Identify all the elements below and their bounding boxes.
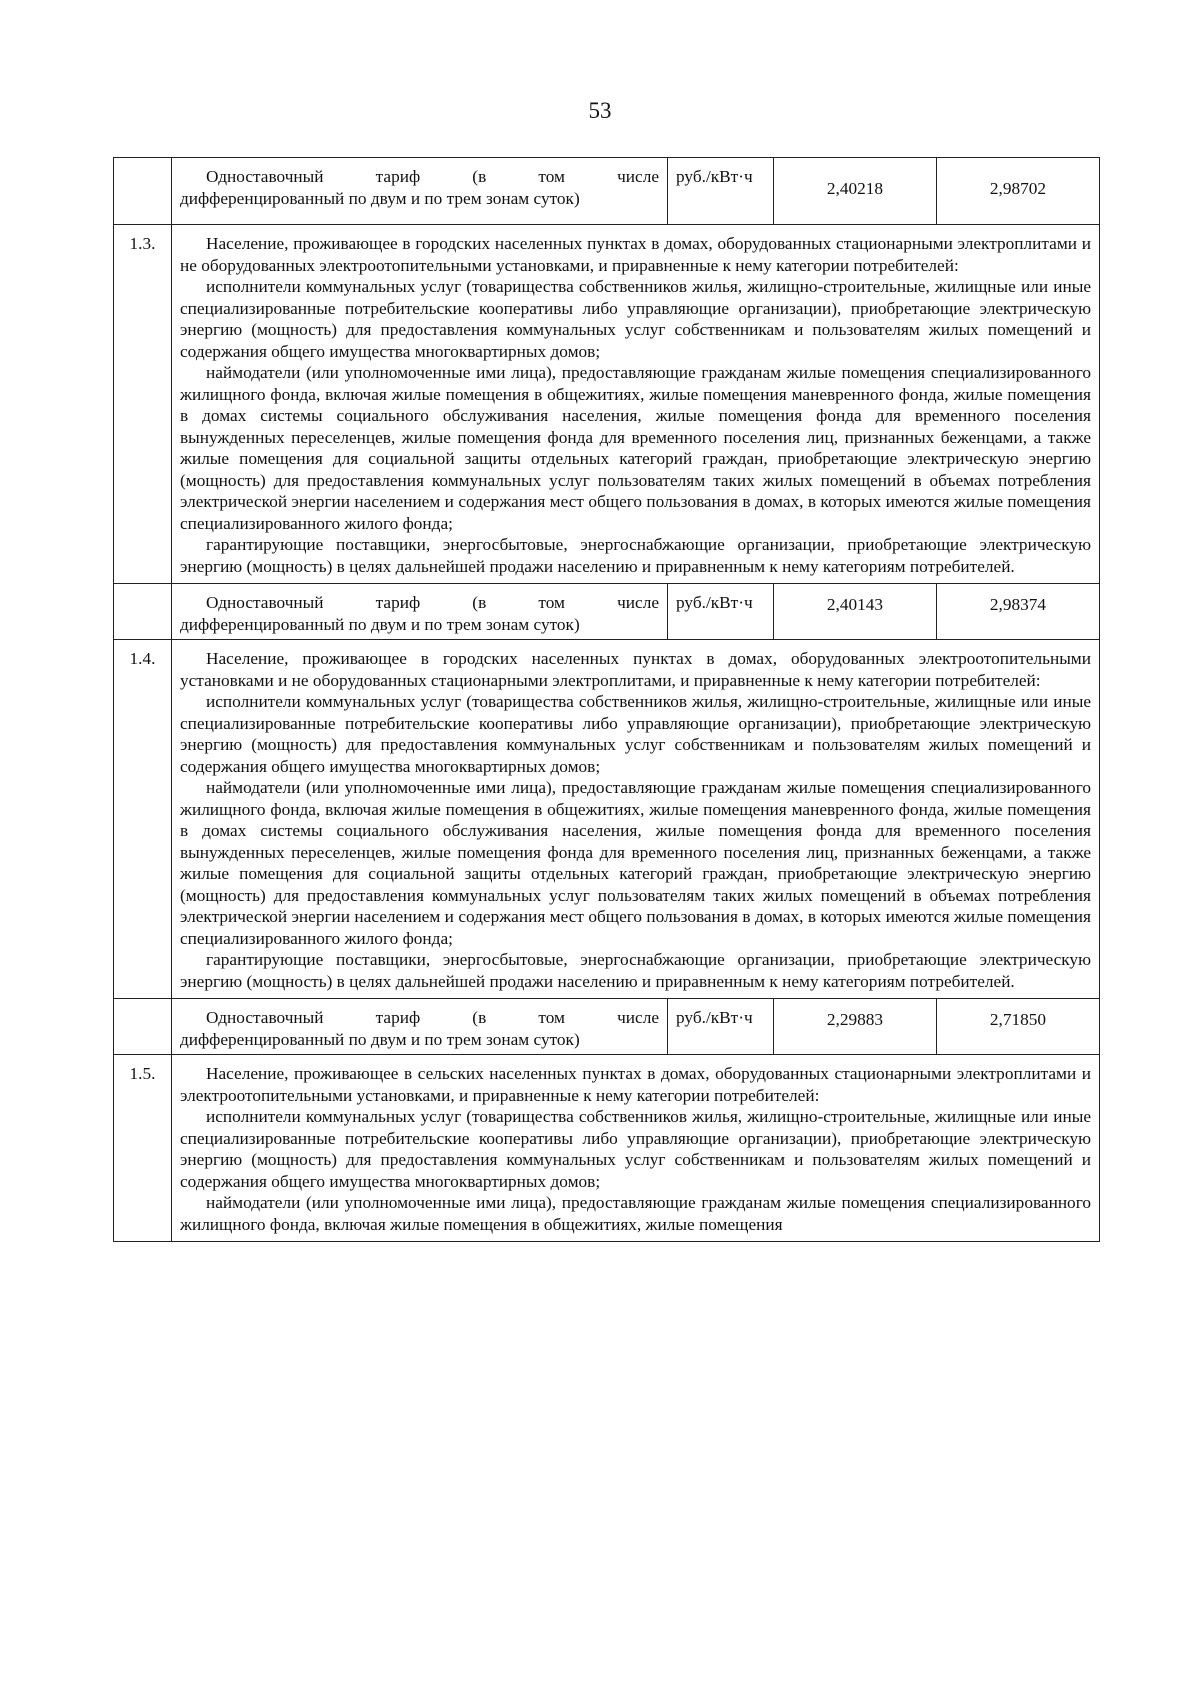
section-description [172,225,1100,584]
section-number: 1.3. [114,225,172,584]
tariff-value-1: 2,29883 [774,999,937,1055]
page-number: 53 [588,98,612,123]
tariff-value-2: 2,98374 [937,584,1100,640]
section-paragraph: гарантирующие поставщики, энергосбытовые, энергоснабжающие организации, приобретающие электрическую энергию (мощность) в целях дальнейшей продажи населению и приравненным к нему категориям потребителей. [180,535,1091,576]
tariff-table [113,157,1100,1242]
section-paragraph: наймодатели (или уполномоченные ими лица), предоставляющие гражданам жилые помещения специализированного жилищного фонда, включая жилые помещения в общежитиях, жилые помещения [180,1193,1091,1234]
tariff-value-1: 2,40218 [774,158,937,225]
tariff-row [114,158,1100,225]
section-row [114,225,1100,584]
tariff-description-line1: Одноставочный тариф (в том числе [206,167,659,186]
row-number-cell [114,158,172,225]
section-paragraph: Население, проживающее в сельских населенных пунктах в домах, оборудованных стационарными электроплитами и электроотопительными установками, и приравненные к нему категории потребителей: [180,1064,1091,1105]
tariff-description [172,999,668,1055]
tariff-description-line2: дифференцированный по двум и по трем зонам суток) [180,614,580,634]
section-row [114,1055,1100,1242]
tariff-description [172,158,668,225]
tariff-description-line2: дифференцированный по двум и по трем зонам суток) [180,188,580,208]
row-number-cell [114,999,172,1055]
tariff-description [172,584,668,640]
section-description [172,1055,1100,1242]
tariff-value-2: 2,98702 [937,158,1100,225]
section-paragraph: Население, проживающее в городских населенных пунктах в домах, оборудованных электроотопительными установками и не оборудованных стационарными электроплитами, и приравненные к нему категории потребителей: [180,649,1091,690]
section-paragraph: Население, проживающее в городских населенных пунктах в домах, оборудованных стационарными электроплитами и не оборудованных электроотопительными установками, и приравненные к нему категории потребителей: [180,234,1091,275]
tariff-unit: руб./кВт·ч [668,999,774,1055]
tariff-row [114,584,1100,640]
section-description [172,640,1100,999]
section-paragraph: наймодатели (или уполномоченные ими лица), предоставляющие гражданам жилые помещения специализированного жилищного фонда, включая жилые помещения в общежитиях, жилые помещения маневренного фонда, жилые помещения в домах системы социального обслуживания населения, жилые помещения фонда для временного поселения вынужденных переселенцев, жилые помещения фонда для временного поселения лиц, признанных беженцами, а также жилые помещения для социальной защиты отдельных категорий граждан, приобретающие электрическую энергию (мощность) для предоставления коммунальных услуг пользователям таких жилых помещений в объемах потребления электрической энергии населением и содержания мест общего пользования в домах, в которых имеются жилые помещения специализированного жилого фонда; [180,363,1091,533]
section-paragraph: гарантирующие поставщики, энергосбытовые, энергоснабжающие организации, приобретающие электрическую энергию (мощность) в целях дальнейшей продажи населению и приравненным к нему категориям потребителей. [180,950,1091,991]
tariff-description-line2: дифференцированный по двум и по трем зонам суток) [180,1029,580,1049]
tariff-description-line1: Одноставочный тариф (в том числе [206,593,659,612]
section-paragraph: исполнители коммунальных услуг (товарищества собственников жилья, жилищно-строительные, жилищные или иные специализированные потребительские кооперативы либо управляющие организации), приобретающие электрическую энергию (мощность) для предоставления коммунальных услуг собственникам и пользователям жилых помещений и содержания общего имущества многоквартирных домов; [180,1107,1091,1191]
section-number: 1.4. [114,640,172,999]
tariff-value-1: 2,40143 [774,584,937,640]
row-number-cell [114,584,172,640]
section-paragraph: исполнители коммунальных услуг (товарищества собственников жилья, жилищно-строительные, жилищные или иные специализированные потребительские кооперативы либо управляющие организации), приобретающие электрическую энергию (мощность) для предоставления коммунальных услуг собственникам и пользователям жилых помещений и содержания общего имущества многоквартирных домов; [180,692,1091,776]
tariff-row [114,999,1100,1055]
section-paragraph: исполнители коммунальных услуг (товарищества собственников жилья, жилищно-строительные, жилищные или иные специализированные потребительские кооперативы либо управляющие организации), приобретающие электрическую энергию (мощность) для предоставления коммунальных услуг собственникам и пользователям жилых помещений и содержания общего имущества многоквартирных домов; [180,277,1091,361]
section-row [114,640,1100,999]
tariff-unit: руб./кВт·ч [668,158,774,225]
tariff-unit: руб./кВт·ч [668,584,774,640]
tariff-description-line1: Одноставочный тариф (в том числе [206,1008,659,1027]
section-number: 1.5. [114,1055,172,1242]
section-paragraph: наймодатели (или уполномоченные ими лица), предоставляющие гражданам жилые помещения специализированного жилищного фонда, включая жилые помещения в общежитиях, жилые помещения маневренного фонда, жилые помещения в домах системы социального обслуживания населения, жилые помещения фонда для временного поселения вынужденных переселенцев, жилые помещения фонда для временного поселения лиц, признанных беженцами, а также жилые помещения для социальной защиты отдельных категорий граждан, приобретающие электрическую энергию (мощность) для предоставления коммунальных услуг пользователям таких жилых помещений в объемах потребления электрической энергии населением и содержания мест общего пользования в домах, в которых имеются жилые помещения специализированного жилого фонда; [180,778,1091,948]
tariff-value-2: 2,71850 [937,999,1100,1055]
